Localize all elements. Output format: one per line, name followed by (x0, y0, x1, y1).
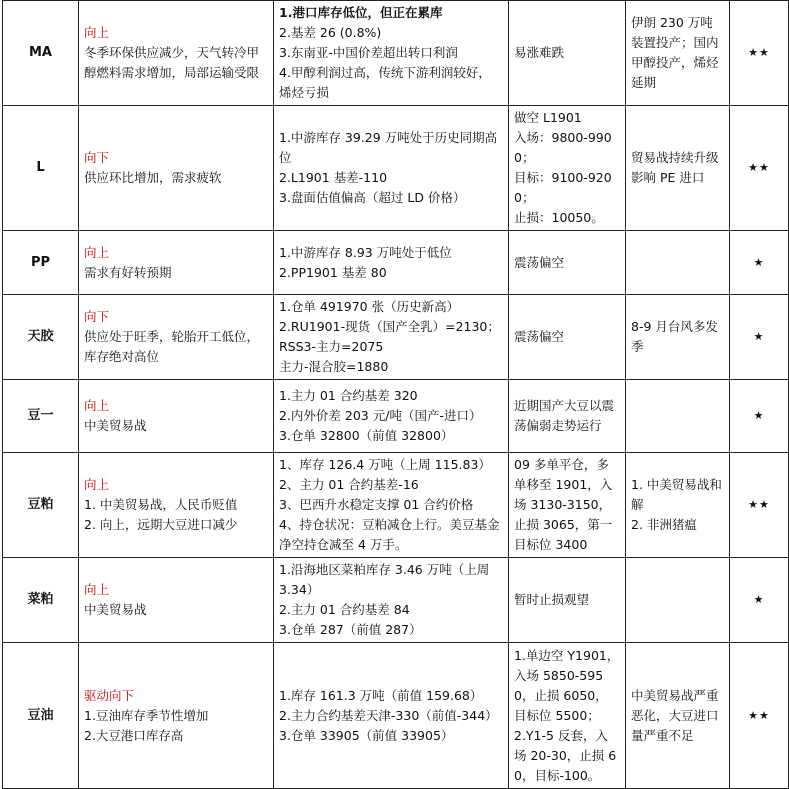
cell-line: 2. 非洲猪瘟 (631, 517, 697, 532)
direction-label: 向上 (84, 477, 110, 492)
cell-line: 需求有好转预期 (84, 264, 172, 280)
cell-line: 1.中游库存 8.93 万吨处于低位 (279, 244, 452, 260)
table-row (3, 231, 789, 295)
table-row (3, 558, 789, 643)
table-row (3, 643, 789, 789)
commodity-name: PP (3, 231, 79, 295)
cell-line: 2.RU1901-现货（国产全乳）=2130； (279, 319, 500, 334)
direction-label: 驱动向下 (84, 687, 135, 703)
direction-label: 向上 (84, 244, 110, 260)
data-cell (274, 231, 509, 295)
cell-line: 2、主力 01 合约基差-16 (279, 477, 419, 492)
data-cell (274, 380, 509, 453)
strategy-cell (509, 380, 626, 453)
table-row (3, 380, 789, 453)
cell-line: 2.PP1901 基差 80 (279, 264, 387, 280)
cell-line: 震荡偏空 (514, 254, 565, 270)
direction-cell (79, 295, 274, 380)
data-cell (274, 558, 509, 643)
table-row (3, 1, 789, 106)
rating-stars: ★ (730, 380, 789, 453)
commodity-name: 天胶 (3, 295, 79, 380)
strategy-cell (509, 453, 626, 558)
strategy-cell (509, 643, 626, 789)
direction-label: 向下 (84, 309, 110, 324)
cell-line: 2.主力合约基差天津-330（前值-344） (279, 707, 498, 723)
strategy-cell (509, 231, 626, 295)
data-cell (274, 295, 509, 380)
cell-line: 3.仓单 32800（前值 32800） (279, 428, 454, 443)
data-cell (274, 1, 509, 106)
cell-line: 1.仓单 491970 张（历史新高） (279, 299, 460, 314)
direction-cell (79, 1, 274, 106)
cell-line: 1.港口库存低位，但正在累库 (279, 5, 443, 20)
direction-cell (79, 643, 274, 789)
cell-line: 1、库存 126.4 万吨（上周 115.83） (279, 457, 491, 472)
cell-line: 止损：10050。 (514, 210, 604, 225)
cell-line: 冬季环保供应减少，天气转冷甲醇燃料需求增加，局部运输受限 (84, 45, 260, 80)
direction-label: 向上 (84, 582, 110, 597)
commodity-strategy-table (2, 0, 789, 789)
cell-line: 中美贸易战 (84, 418, 147, 433)
cell-line: 2.基差 26 (0.8%) (279, 25, 382, 40)
cell-line: 做空 L1901 (514, 110, 582, 125)
cell-line: 近期国产大豆以震荡偏弱走势运行 (514, 398, 615, 433)
strategy-cell (509, 558, 626, 643)
commodity-name: 豆粕 (3, 453, 79, 558)
risk-cell (626, 558, 730, 643)
cell-line: 1.中游库存 39.29 万吨处于历史同期高位 (279, 130, 498, 165)
cell-line: 2.大豆港口库存高 (84, 727, 184, 743)
cell-line: 3.东南亚-中国价差超出转口利润 (279, 45, 458, 60)
direction-label: 向下 (84, 150, 110, 165)
cell-line: 中美贸易战严重恶化，大豆进口量严重不足 (631, 687, 719, 743)
cell-line: RSS3-主力=2075 (279, 339, 384, 354)
risk-cell (626, 453, 730, 558)
table-row (3, 106, 789, 231)
direction-cell (79, 380, 274, 453)
cell-line: 目标：9100-9200； (514, 170, 612, 205)
risk-cell (626, 380, 730, 453)
commodity-name: 豆油 (3, 643, 79, 789)
direction-cell (79, 106, 274, 231)
cell-line: 易涨难跌 (514, 45, 565, 60)
cell-line: 供应环比增加，需求疲软 (84, 170, 222, 185)
cell-line: 3.仓单 287（前值 287） (279, 622, 422, 637)
strategy-cell (509, 295, 626, 380)
risk-cell (626, 295, 730, 380)
cell-line: 1.沿海地区菜粕库存 3.46 万吨（上周 3.34） (279, 562, 490, 597)
cell-line: 1.单边空 Y1901，入场 5850-5950，止损 6050，目标位 5500； (514, 647, 620, 723)
cell-line: 中美贸易战 (84, 602, 147, 617)
strategy-cell (509, 106, 626, 231)
cell-line: 2.L1901 基差-110 (279, 170, 388, 185)
data-cell (274, 106, 509, 231)
commodity-name: L (3, 106, 79, 231)
data-cell (274, 643, 509, 789)
cell-line: 3、巴西升水稳定支撑 01 合约价格 (279, 497, 474, 512)
table-row (3, 295, 789, 380)
direction-label: 向上 (84, 25, 110, 40)
cell-line: 2. 向上，远期大豆进口减少 (84, 517, 238, 532)
table-row (3, 453, 789, 558)
cell-line: 供应处于旺季，轮胎开工低位，库存绝对高位 (84, 329, 260, 364)
cell-line: 1. 中美贸易战，人民币贬值 (84, 497, 238, 512)
rating-stars: ★★ (730, 1, 789, 106)
commodity-name: 菜粕 (3, 558, 79, 643)
rating-stars: ★ (730, 231, 789, 295)
risk-cell (626, 643, 730, 789)
rating-stars: ★★ (730, 453, 789, 558)
cell-line: 8-9 月台风多发季 (631, 319, 718, 354)
cell-line: 09 多单平仓，多单移至 1901，入场 3130-3150，止损 3065，第一目标位 3400 (514, 457, 613, 552)
direction-cell (79, 558, 274, 643)
commodity-name: 豆一 (3, 380, 79, 453)
direction-cell (79, 231, 274, 295)
cell-line: 4.甲醇利润过高，传统下游利润较好，烯烃亏损 (279, 65, 491, 100)
cell-line: 1.豆油库存季节性增加 (84, 707, 209, 723)
risk-cell (626, 1, 730, 106)
cell-line: 4、持仓状况：豆粕减仓上行。美豆基金净空持仓减至 4 万手。 (279, 517, 500, 552)
commodity-name: MA (3, 1, 79, 106)
cell-line: 3.仓单 33905（前值 33905） (279, 727, 454, 743)
table-body (3, 1, 789, 789)
rating-stars: ★ (730, 295, 789, 380)
cell-line: 2.内外价差 203 元/吨（国产-进口） (279, 408, 482, 423)
cell-line: 主力-混合胶=1880 (279, 359, 389, 374)
rating-stars: ★ (730, 558, 789, 643)
cell-line: 贸易战持续升级影响 PE 进口 (631, 150, 719, 185)
cell-line: 2.主力 01 合约基差 84 (279, 602, 410, 617)
strategy-cell (509, 1, 626, 106)
cell-line: 1.主力 01 合约基差 320 (279, 388, 418, 403)
cell-line: 2.Y1-5 反套，入场 20-30，止损 60，目标-100。 (514, 727, 617, 783)
rating-stars: ★★ (730, 106, 789, 231)
cell-line: 3.盘面估值偏高（超过 LD 价格） (279, 190, 466, 205)
cell-line: 入场：9800-9900； (514, 130, 612, 165)
risk-cell (626, 106, 730, 231)
direction-cell (79, 453, 274, 558)
cell-line: 暂时止损观望 (514, 592, 590, 607)
cell-line: 1. 中美贸易战和解 (631, 477, 722, 512)
cell-line: 1.库存 161.3 万吨（前值 159.68） (279, 687, 483, 703)
rating-stars: ★★ (730, 643, 789, 789)
data-cell (274, 453, 509, 558)
direction-label: 向上 (84, 398, 110, 413)
risk-cell (626, 231, 730, 295)
cell-line: 伊朗 230 万吨装置投产；国内甲醇投产，烯烃延期 (631, 15, 719, 90)
cell-line: 震荡偏空 (514, 329, 565, 344)
